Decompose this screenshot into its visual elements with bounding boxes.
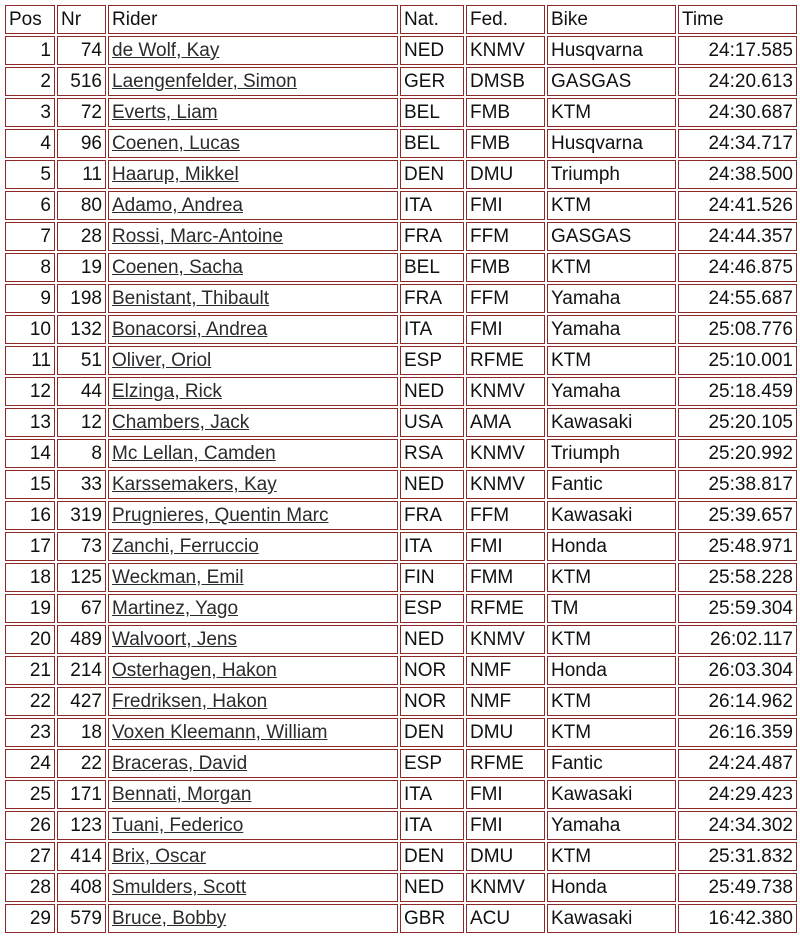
cell-bike: GASGAS [547,222,676,251]
cell-bike: KTM [547,98,676,127]
rider-link[interactable]: de Wolf, Kay [112,40,220,61]
cell-fed: FMB [466,129,545,158]
cell-rider [108,408,398,437]
cell-pos: 22 [5,687,55,716]
cell-pos: 1 [5,36,55,65]
cell-fed: ACU [466,904,545,933]
cell-fed: FMI [466,191,545,220]
cell-bike: Triumph [547,439,676,468]
cell-time: 25:18.459 [678,377,797,406]
rider-link[interactable]: Everts, Liam [112,102,218,123]
table-row [5,98,797,127]
cell-bike: KTM [547,346,676,375]
cell-fed: RFME [466,594,545,623]
cell-rider [108,439,398,468]
cell-rider [108,687,398,716]
table-row [5,594,797,623]
cell-nr: 123 [57,811,106,840]
cell-fed: KNMV [466,625,545,654]
cell-bike: KTM [547,191,676,220]
cell-pos: 18 [5,563,55,592]
cell-nat: NED [400,36,464,65]
table-row [5,408,797,437]
table-row [5,904,797,933]
cell-bike: KTM [547,687,676,716]
table-row [5,532,797,561]
header-row [5,5,797,34]
cell-nr: 489 [57,625,106,654]
cell-bike: Honda [547,656,676,685]
cell-time: 16:42.380 [678,904,797,933]
cell-fed: FFM [466,284,545,313]
cell-pos: 11 [5,346,55,375]
cell-bike: Kawasaki [547,501,676,530]
cell-fed: NMF [466,656,545,685]
table-row [5,346,797,375]
rider-link[interactable]: Zanchi, Ferruccio [112,536,259,557]
cell-nr: 214 [57,656,106,685]
cell-nat: DEN [400,160,464,189]
table-row [5,656,797,685]
cell-bike: Husqvarna [547,36,676,65]
cell-fed: RFME [466,346,545,375]
cell-nat: FRA [400,222,464,251]
cell-fed: FFM [466,222,545,251]
cell-rider [108,625,398,654]
cell-rider [108,532,398,561]
cell-rider [108,563,398,592]
cell-time: 24:29.423 [678,780,797,809]
cell-rider [108,718,398,747]
cell-fed: DMSB [466,67,545,96]
cell-fed: FFM [466,501,545,530]
cell-nat: NED [400,873,464,902]
cell-fed: DMU [466,718,545,747]
table-row [5,129,797,158]
cell-rider [108,377,398,406]
cell-nat: BEL [400,129,464,158]
cell-rider [108,36,398,65]
cell-bike: KTM [547,842,676,871]
cell-nat: BEL [400,98,464,127]
rider-link[interactable]: Bruce, Bobby [112,908,227,929]
cell-fed: KNMV [466,470,545,499]
rider-link[interactable]: Benistant, Thibault [112,288,270,309]
table-row [5,222,797,251]
cell-nat: NOR [400,656,464,685]
cell-time: 24:44.357 [678,222,797,251]
table-row [5,160,797,189]
rider-link[interactable]: Osterhagen, Hakon [112,660,277,681]
cell-bike: Husqvarna [547,129,676,158]
cell-bike: KTM [547,718,676,747]
cell-pos: 27 [5,842,55,871]
results-body [5,36,797,933]
table-row [5,191,797,220]
table-row [5,36,797,65]
cell-bike: KTM [547,253,676,282]
rider-link[interactable]: Haarup, Mikkel [112,164,239,185]
table-row [5,253,797,282]
rider-link[interactable]: Voxen Kleemann, William [112,722,328,743]
cell-nat: ESP [400,749,464,778]
table-row [5,377,797,406]
rider-link[interactable]: Walvoort, Jens [112,629,237,650]
column-header-pos: Pos [5,5,55,34]
cell-pos: 28 [5,873,55,902]
column-header-time: Time [678,5,797,34]
cell-time: 24:34.302 [678,811,797,840]
table-row [5,780,797,809]
cell-nat: ESP [400,594,464,623]
cell-time: 24:38.500 [678,160,797,189]
cell-pos: 3 [5,98,55,127]
cell-fed: FMI [466,315,545,344]
table-row [5,315,797,344]
rider-link[interactable]: Coenen, Lucas [112,133,240,154]
cell-nr: 125 [57,563,106,592]
cell-rider [108,67,398,96]
table-row [5,811,797,840]
cell-nat: USA [400,408,464,437]
rider-link[interactable]: Chambers, Jack [112,412,250,433]
rider-link[interactable]: Weckman, Emil [112,567,244,588]
cell-fed: KNMV [466,873,545,902]
cell-pos: 29 [5,904,55,933]
cell-nat: DEN [400,718,464,747]
cell-bike: Yamaha [547,315,676,344]
cell-fed: RFME [466,749,545,778]
cell-nat: DEN [400,842,464,871]
rider-link[interactable]: Smulders, Scott [112,877,247,898]
cell-nr: 319 [57,501,106,530]
column-header-bike: Bike [547,5,676,34]
cell-pos: 4 [5,129,55,158]
cell-nat: NED [400,470,464,499]
cell-pos: 20 [5,625,55,654]
cell-nr: 171 [57,780,106,809]
rider-link[interactable]: Coenen, Sacha [112,257,243,278]
cell-fed: FMI [466,780,545,809]
cell-rider [108,656,398,685]
cell-time: 25:38.817 [678,470,797,499]
cell-nat: NOR [400,687,464,716]
cell-time: 24:46.875 [678,253,797,282]
cell-time: 25:10.001 [678,346,797,375]
table-row [5,501,797,530]
cell-rider [108,470,398,499]
table-row [5,470,797,499]
cell-time: 26:14.962 [678,687,797,716]
rider-link[interactable]: Laengenfelder, Simon [112,71,297,92]
cell-time: 25:31.832 [678,842,797,871]
cell-nr: 80 [57,191,106,220]
cell-nr: 67 [57,594,106,623]
cell-fed: FMI [466,532,545,561]
cell-pos: 26 [5,811,55,840]
cell-rider [108,749,398,778]
cell-nat: ITA [400,191,464,220]
cell-time: 24:55.687 [678,284,797,313]
cell-nr: 579 [57,904,106,933]
table-row [5,67,797,96]
cell-time: 24:24.487 [678,749,797,778]
cell-time: 24:41.526 [678,191,797,220]
cell-nr: 19 [57,253,106,282]
results-table [3,3,799,935]
cell-bike: Kawasaki [547,408,676,437]
cell-bike: KTM [547,625,676,654]
cell-nat: GBR [400,904,464,933]
cell-bike: Fantic [547,749,676,778]
table-row [5,563,797,592]
cell-nat: FRA [400,284,464,313]
cell-nat: BEL [400,253,464,282]
cell-time: 24:17.585 [678,36,797,65]
cell-time: 26:03.304 [678,656,797,685]
column-header-rider: Rider [108,5,398,34]
rider-link[interactable]: Fredriksen, Hakon [112,691,268,712]
cell-fed: NMF [466,687,545,716]
cell-time: 25:39.657 [678,501,797,530]
rider-link[interactable]: Tuani, Federico [112,815,244,836]
cell-pos: 12 [5,377,55,406]
cell-nat: GER [400,67,464,96]
results-table-container [3,3,797,937]
cell-pos: 6 [5,191,55,220]
cell-pos: 2 [5,67,55,96]
cell-time: 25:59.304 [678,594,797,623]
cell-rider [108,315,398,344]
rider-link[interactable]: Braceras, David [112,753,248,774]
cell-nat: FIN [400,563,464,592]
cell-nr: 12 [57,408,106,437]
cell-nr: 73 [57,532,106,561]
cell-time: 25:48.971 [678,532,797,561]
cell-fed: KNMV [466,439,545,468]
cell-rider [108,346,398,375]
cell-rider [108,811,398,840]
rider-link[interactable]: Prugnieres, Quentin Marc [112,505,329,526]
cell-rider [108,129,398,158]
rider-link[interactable]: Mc Lellan, Camden [112,443,276,464]
cell-time: 25:20.105 [678,408,797,437]
cell-nr: 516 [57,67,106,96]
cell-fed: FMB [466,253,545,282]
column-header-nat: Nat. [400,5,464,34]
cell-pos: 16 [5,501,55,530]
cell-nr: 44 [57,377,106,406]
cell-time: 25:49.738 [678,873,797,902]
table-row [5,873,797,902]
cell-rider [108,594,398,623]
cell-nr: 198 [57,284,106,313]
cell-rider [108,160,398,189]
cell-nr: 51 [57,346,106,375]
cell-nr: 8 [57,439,106,468]
cell-rider [108,904,398,933]
cell-bike: GASGAS [547,67,676,96]
cell-time: 26:02.117 [678,625,797,654]
rider-link[interactable]: Karssemakers, Kay [112,474,277,495]
cell-bike: Triumph [547,160,676,189]
cell-nr: 408 [57,873,106,902]
cell-pos: 24 [5,749,55,778]
column-header-fed: Fed. [466,5,545,34]
cell-pos: 10 [5,315,55,344]
cell-pos: 5 [5,160,55,189]
cell-nat: FRA [400,501,464,530]
rider-link[interactable]: Martinez, Yago [112,598,239,619]
cell-bike: Yamaha [547,284,676,313]
table-row [5,284,797,313]
cell-pos: 9 [5,284,55,313]
cell-nat: RSA [400,439,464,468]
table-row [5,842,797,871]
cell-pos: 25 [5,780,55,809]
cell-bike: TM [547,594,676,623]
cell-nr: 33 [57,470,106,499]
cell-nr: 18 [57,718,106,747]
cell-nat: ITA [400,315,464,344]
cell-rider [108,222,398,251]
table-row [5,687,797,716]
table-row [5,749,797,778]
rider-link[interactable]: Brix, Oscar [112,846,206,867]
cell-nr: 72 [57,98,106,127]
cell-nat: NED [400,625,464,654]
cell-fed: KNMV [466,36,545,65]
cell-nr: 96 [57,129,106,158]
cell-nr: 28 [57,222,106,251]
cell-bike: Fantic [547,470,676,499]
cell-rider [108,873,398,902]
cell-fed: FMI [466,811,545,840]
table-row [5,625,797,654]
rider-link[interactable]: Rossi, Marc-Antoine [112,226,284,247]
cell-rider [108,253,398,282]
cell-bike: Honda [547,532,676,561]
cell-nat: ITA [400,811,464,840]
cell-time: 24:20.613 [678,67,797,96]
cell-nat: ITA [400,532,464,561]
rider-link[interactable]: Elzinga, Rick [112,381,222,402]
cell-pos: 21 [5,656,55,685]
column-header-nr: Nr [57,5,106,34]
cell-bike: Kawasaki [547,780,676,809]
cell-bike: Yamaha [547,377,676,406]
cell-time: 25:08.776 [678,315,797,344]
cell-pos: 23 [5,718,55,747]
table-row [5,439,797,468]
cell-bike: Kawasaki [547,904,676,933]
rider-link[interactable]: Oliver, Oriol [112,350,212,371]
cell-pos: 19 [5,594,55,623]
cell-fed: DMU [466,160,545,189]
cell-pos: 14 [5,439,55,468]
cell-nr: 427 [57,687,106,716]
cell-rider [108,191,398,220]
cell-bike: Honda [547,873,676,902]
cell-time: 24:30.687 [678,98,797,127]
cell-fed: FMB [466,98,545,127]
cell-pos: 13 [5,408,55,437]
cell-time: 25:20.992 [678,439,797,468]
cell-nat: NED [400,377,464,406]
cell-rider [108,842,398,871]
cell-pos: 17 [5,532,55,561]
cell-nat: ITA [400,780,464,809]
cell-time: 26:16.359 [678,718,797,747]
cell-fed: KNMV [466,377,545,406]
cell-pos: 8 [5,253,55,282]
cell-rider [108,284,398,313]
cell-bike: KTM [547,563,676,592]
table-row [5,718,797,747]
cell-fed: AMA [466,408,545,437]
cell-rider [108,501,398,530]
cell-time: 24:34.717 [678,129,797,158]
cell-fed: FMM [466,563,545,592]
cell-nr: 132 [57,315,106,344]
cell-rider [108,98,398,127]
cell-nr: 414 [57,842,106,871]
rider-link[interactable]: Bonacorsi, Andrea [112,319,268,340]
cell-nr: 22 [57,749,106,778]
rider-link[interactable]: Adamo, Andrea [112,195,243,216]
cell-bike: Yamaha [547,811,676,840]
cell-pos: 7 [5,222,55,251]
cell-nr: 74 [57,36,106,65]
cell-nat: ESP [400,346,464,375]
cell-rider [108,780,398,809]
cell-fed: DMU [466,842,545,871]
cell-time: 25:58.228 [678,563,797,592]
cell-pos: 15 [5,470,55,499]
cell-nr: 11 [57,160,106,189]
rider-link[interactable]: Bennati, Morgan [112,784,252,805]
